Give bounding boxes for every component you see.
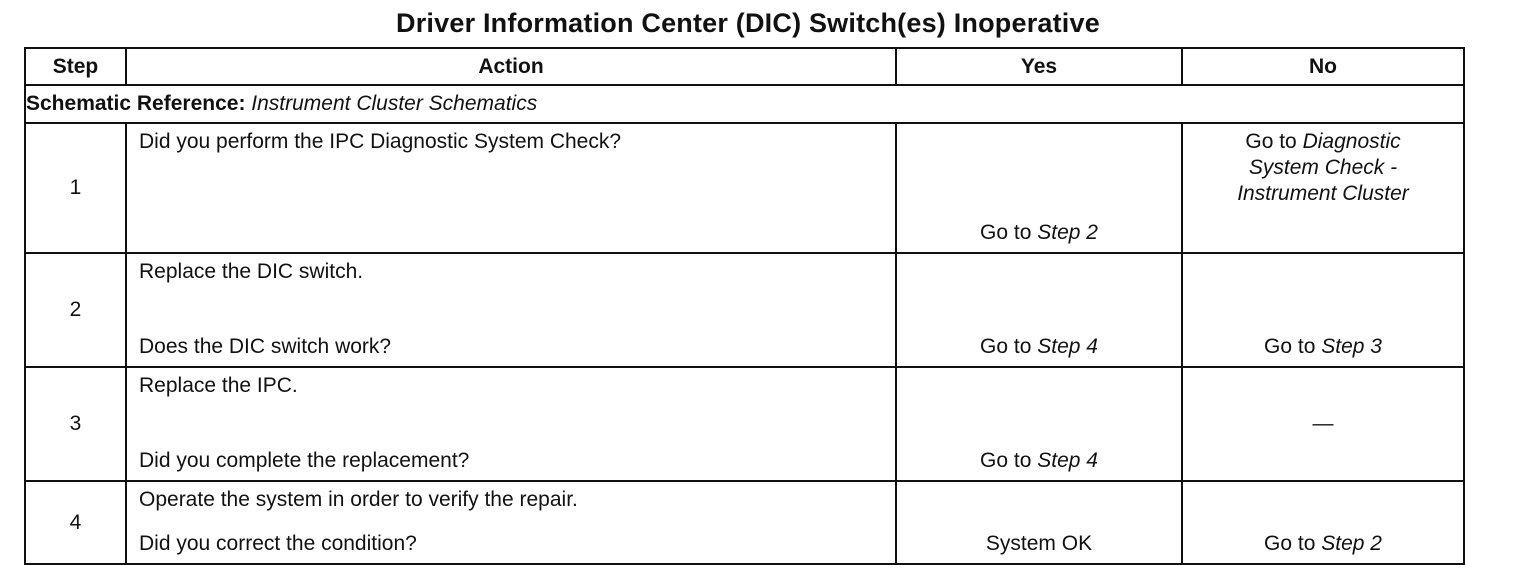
table-row <box>25 481 1464 564</box>
action-text: Operate the system in order to verify the repair. <box>139 488 578 511</box>
no-prefix: Go to <box>1264 335 1316 358</box>
document-title: Driver Information Center (DIC) Switch(es) Inoperative <box>396 8 1100 38</box>
yes-prefix: Go to <box>980 221 1032 244</box>
no-step-link[interactable]: Step 2 <box>1321 532 1382 555</box>
schematic-label: Schematic Reference: <box>26 92 246 115</box>
action-cell <box>126 481 896 564</box>
action-cell <box>126 253 896 367</box>
yes-cell <box>896 367 1182 481</box>
action-text: Replace the IPC. <box>139 374 298 397</box>
yes-result: System OK <box>985 532 1093 555</box>
no-cell <box>1182 253 1464 367</box>
step-number: 1 <box>25 123 126 253</box>
action-text: Did you perform the IPC Diagnostic System Check? <box>139 130 622 153</box>
yes-prefix: Go to <box>980 449 1032 472</box>
yes-cell <box>896 481 1182 564</box>
no-prefix: Go to <box>1245 130 1297 153</box>
no-link-line2[interactable]: System Check - <box>1248 156 1398 179</box>
yes-step-link[interactable]: Step 4 <box>1037 335 1098 358</box>
action-question: Does the DIC switch work? <box>139 335 392 358</box>
action-question: Did you complete the replacement? <box>139 449 470 472</box>
header-action: Action <box>126 48 896 85</box>
schematic-reference <box>25 85 1464 123</box>
no-link-line3[interactable]: Instrument Cluster <box>1237 182 1409 205</box>
header-no: No <box>1182 48 1464 85</box>
table-row <box>25 253 1464 367</box>
yes-cell <box>896 253 1182 367</box>
no-cell <box>1182 367 1464 481</box>
action-cell <box>126 367 896 481</box>
action-cell <box>126 123 896 253</box>
table-row <box>25 367 1464 481</box>
header-step: Step <box>25 48 126 85</box>
yes-prefix: Go to <box>980 335 1032 358</box>
schematic-reference-row <box>25 85 1464 123</box>
yes-cell <box>896 123 1182 253</box>
table-header-row <box>25 48 1464 85</box>
no-cell <box>1182 481 1464 564</box>
yes-step-link[interactable]: Step 2 <box>1037 221 1098 244</box>
diagnostic-table <box>24 47 1465 565</box>
step-number: 2 <box>25 253 126 367</box>
table-row <box>25 123 1464 253</box>
step-number: 4 <box>25 481 126 564</box>
no-prefix: Go to <box>1264 532 1316 555</box>
no-step-link[interactable]: Step 3 <box>1321 335 1382 358</box>
no-link-line1[interactable]: Diagnostic <box>1302 130 1401 153</box>
action-text: Replace the DIC switch. <box>139 260 364 283</box>
step-number: 3 <box>25 367 126 481</box>
yes-step-link[interactable]: Step 4 <box>1037 449 1098 472</box>
action-question: Did you correct the condition? <box>139 532 417 555</box>
schematic-link[interactable]: Instrument Cluster Schematics <box>251 92 538 115</box>
header-yes: Yes <box>896 48 1182 85</box>
no-dash: — <box>1312 412 1334 435</box>
no-cell <box>1182 123 1464 253</box>
